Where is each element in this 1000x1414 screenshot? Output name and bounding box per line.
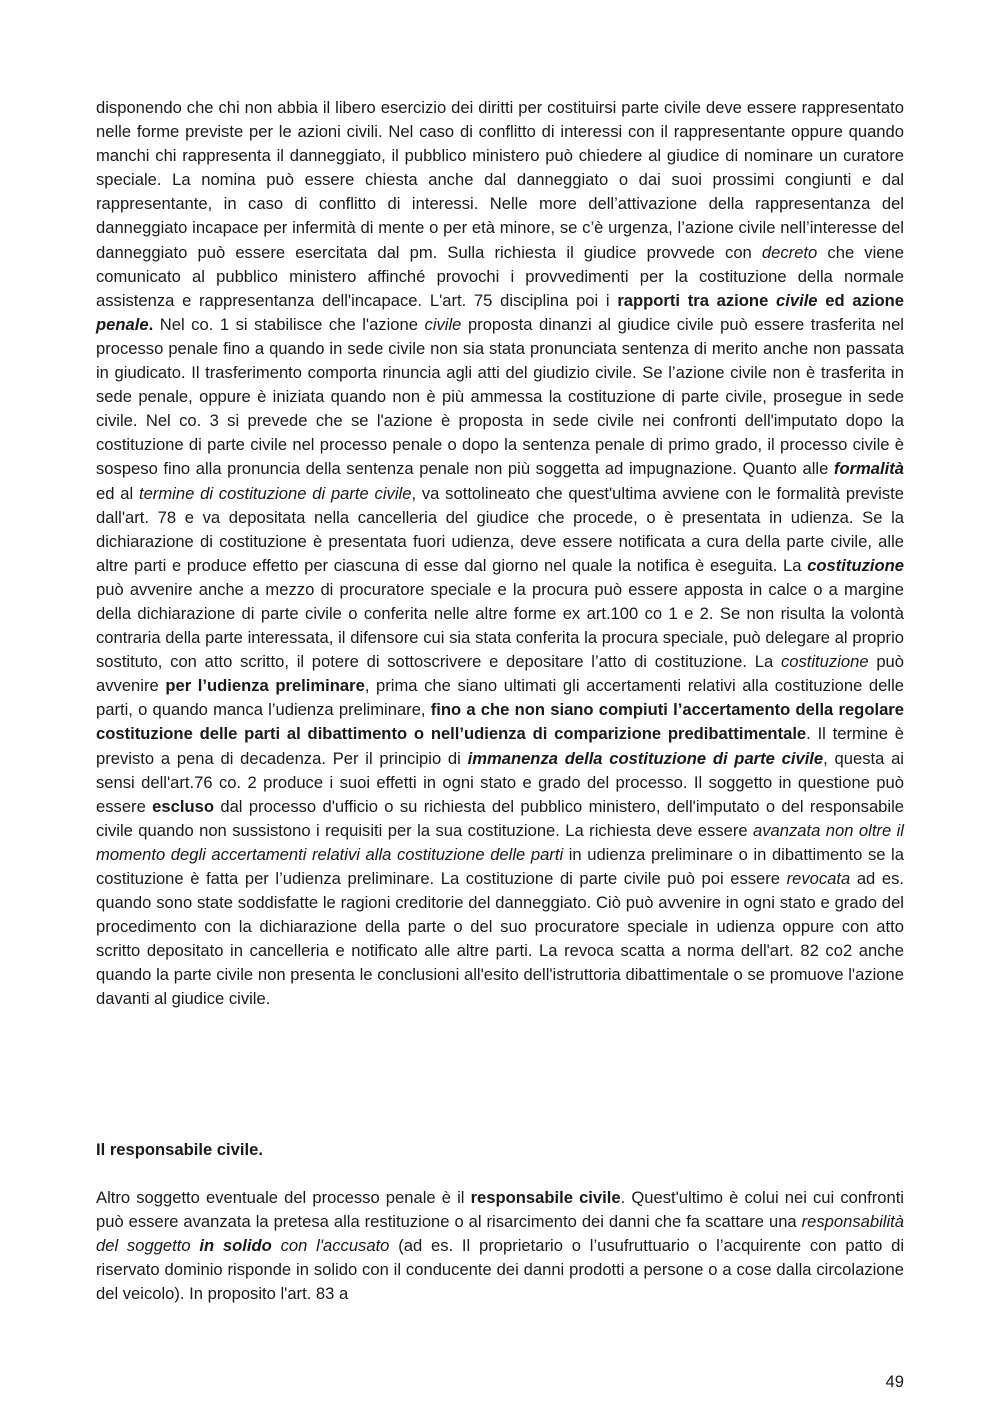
para1-text-run: fino a che non siano compiuti l’accertamento della regolare costituzione delle parti al dibattimento o nell’udienza di comparizione predibattimentale	[96, 700, 904, 744]
para1-text-run: avanzata non oltre il momento degli accertamenti relativi alla costituzione delle parti	[96, 820, 904, 864]
body-paragraph-parte-civile	[96, 96, 904, 1012]
para1-text-run: per l’udienza preliminare	[165, 676, 365, 696]
para1-text-run: ed al	[96, 483, 139, 503]
para1-text-run: decreto	[761, 242, 818, 262]
para2-text-run: in solido	[199, 1236, 272, 1256]
section-heading: Il responsabile civile.	[96, 1140, 263, 1159]
para1-text-run: . Il termine è previsto a pena di decadenza. Per il principio di	[96, 724, 904, 768]
para2-text-run: responsabile civile	[470, 1188, 621, 1207]
para1-text-run: , prima che siano ultimati gli accertamenti relativi alla costituzione delle parti, o quando manca l’udienza preliminare,	[96, 676, 904, 720]
para1-text-run: rapporti tra azione	[617, 290, 777, 310]
para1-text-run: Nel co. 1 si stabilisce che l'azione	[153, 314, 425, 334]
para1-text-run: costituzione	[807, 555, 904, 575]
para1-text-run: proposta dinanzi al giudice civile può essere trasferita nel processo penale fino a quando in sede civile non sia stata pronunciata sentenza di merito anche non passata in giudicato. Il trasferimento comporta rinuncia agli atti del giudizio civile. Se l’azione civile non è trasferita in sede penale, oppure è iniziata quando non è più ammessa la costituzione di parte civile, prosegue in sede civile. Nel co. 3 si prevede che se l'azione è proposta in sede civile nei confronti dell'imputato dopo la costituzione di parte civile nel processo penale o dopo la sentenza penale di primo grado, il processo civile è sospeso fino alla pronuncia della sentenza penale non più soggetta ad impugnazione. Quanto alle	[96, 314, 904, 479]
para1-text-run: ad es. quando sono state soddisfatte le ragioni creditorie del danneggiato. Ciò può avvenire in ogni stato e grado del procedimento con la dichiarazione della parte o del suo procuratore speciale in udienza oppure con atto scritto depositato in cancelleria e notificato alle altre parti. La revoca scatta a norma dell'art. 82 co2 anche quando la parte civile non presenta le conclusioni all'esito dell'istruttoria dibattimentale o se promuove l'azione davanti al giudice civile.	[96, 869, 904, 1009]
para1-text-run: formalità	[833, 459, 904, 479]
para1-text-run: può avvenire	[96, 652, 905, 696]
para2-text-run: (ad es. Il proprietario o l’usufruttuario o l’acquirente con patto di riservato dominio risponde in solido con il conducente dei danni prodotti a persone o a cose dalla circolazione del veicolo). In proposito l'art. 83 a	[96, 1236, 905, 1304]
para1-text-run: termine di costituzione di parte civile	[138, 483, 412, 503]
para1-text-run: dal processo d'ufficio o su richiesta del pubblico ministero, dell'imputato o del responsabile civile quando non sussistono i requisiti per la sua costituzione. La richiesta deve essere	[96, 796, 905, 840]
para1-text-run: civile	[776, 290, 818, 310]
para1-text-run: , questa ai sensi dell'art.76 co. 2 produce i suoi effetti in ogni stato e grado del processo. Il soggetto in questione può essere	[96, 748, 904, 816]
para1-text-run: ed azione	[817, 290, 904, 310]
para1-text-run: .	[148, 314, 154, 334]
para2-text-run: . Quest'ultimo è colui nei cui confronti può essere avanzata la pretesa alla restituzione o al risarcimento dei danni che fa scattare una	[96, 1188, 904, 1232]
para1-text-run: escluso	[152, 796, 214, 816]
para2-text-run: responsabilità del soggetto	[96, 1212, 904, 1256]
para2-text-run: con l'accusato	[271, 1236, 390, 1256]
para1-text-run: penale	[96, 314, 149, 334]
para1-text-run: disponendo che chi non abbia il libero esercizio dei diritti per costituirsi parte civile deve essere rappresentato nelle forme previste per le azioni civili. Nel caso di conflitto di interessi con il rappresentante oppure quando manchi chi rappresenta il danneggiato, il pubblico ministero può chiedere al giudice di nominare un curatore speciale. La nomina può essere chiesta anche dal danneggiato o dai suoi prossimi congiunti e dal rappresentante, in caso di conflitto di interessi. Nelle more dell’attivazione della rappresentanza del danneggiato incapace per infermità di mente o per età minore, se c’è urgenza, l’azione civile nell’interesse del danneggiato può essere esercitata dal pm. Sulla richiesta il giudice provvede con	[96, 98, 904, 262]
para1-text-run: che viene comunicato al pubblico ministero affinché provochi i provvedimenti per la costituzione della normale assistenza e rappresentanza dell'incapace. L'art. 75 disciplina poi i	[96, 242, 904, 310]
para1-text-run: immanenza della costituzione di parte civile	[467, 748, 824, 768]
body-paragraph-responsabile-civile	[96, 1186, 904, 1306]
para1-text-run: civile	[424, 314, 462, 334]
para1-text-run: può avvenire anche a mezzo di procuratore speciale e la procura può essere apposta in calce o a margine della dichiarazione di parte civile o conferita nelle altre forme ex art.100 co 1 e 2. Se non risulta la volontà contraria della parte interessata, il difensore cui sia stata conferita la procura speciale, può delegare al proprio sostituto, con atto scritto, il potere di sottoscrivere e depositare l’atto di costituzione. La	[96, 579, 904, 672]
para1-text-run: revocata	[786, 869, 851, 888]
page-number: 49	[885, 1372, 904, 1391]
para2-text-run: Altro soggetto eventuale del processo penale è il	[96, 1188, 471, 1207]
para1-text-run: , va sottolineato che quest'ultima avviene con le formalità previste dall'art. 78 e va depositata nella cancelleria del giudice che procede, o è presentata in udienza. Se la dichiarazione di costituzione è presentata fuori udienza, deve essere notificata a cura della parte civile, alle altre parti e produce effetto per ciascuna di esse dal giorno nel quale la notifica è eseguita. La	[96, 483, 904, 575]
para1-text-run: in udienza preliminare o in dibattimento se la costituzione è fatta per l’udienza preliminare. La costituzione di parte civile può poi essere	[96, 844, 904, 888]
para1-text-run: costituzione	[780, 652, 869, 672]
